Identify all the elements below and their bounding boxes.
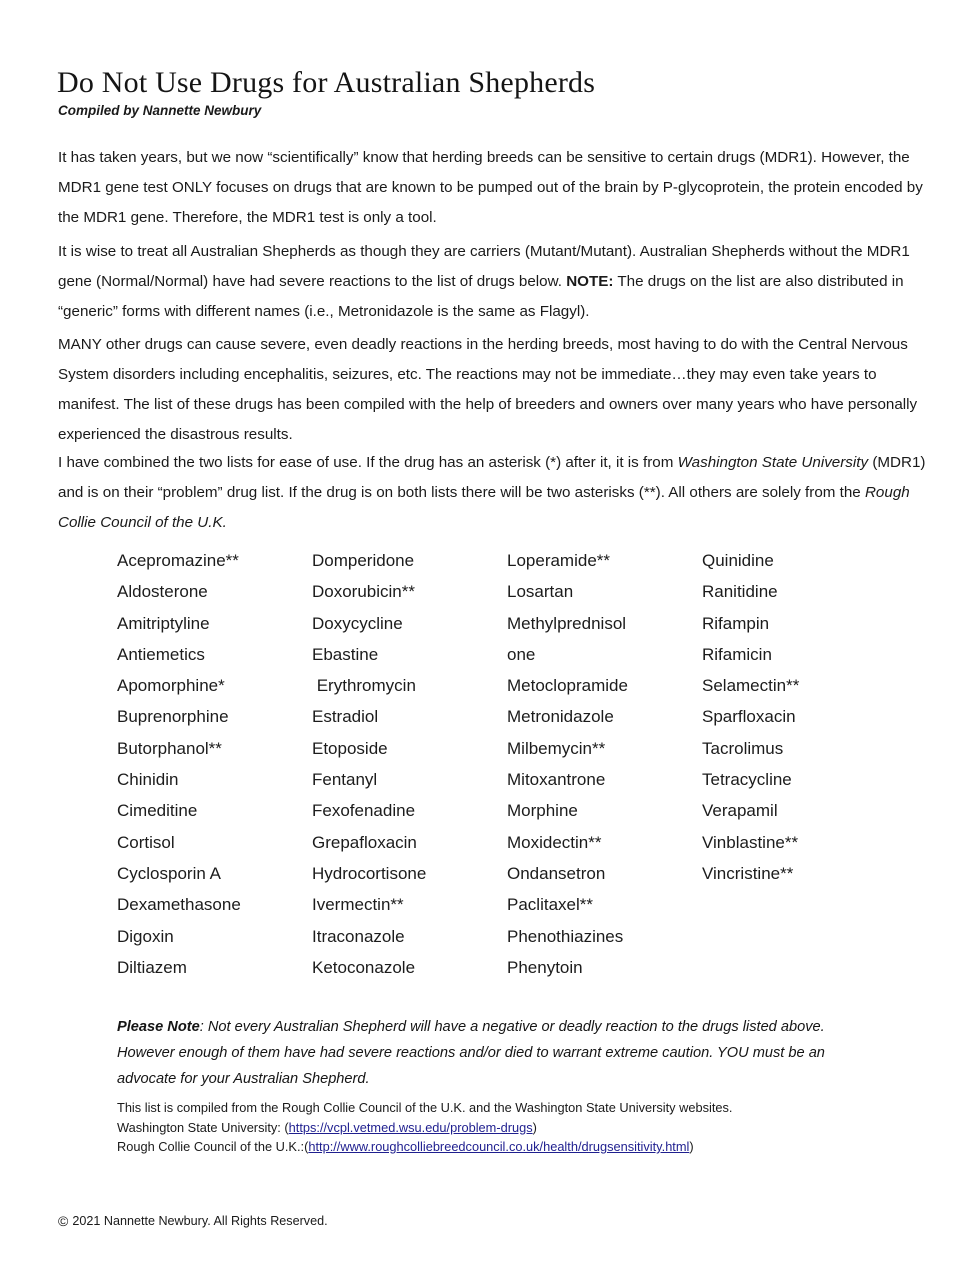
drug-column-4 (702, 545, 897, 983)
copyright-icon: © (58, 1213, 69, 1229)
drug-item: Losartan (507, 582, 574, 602)
drug-item: Quinidine (702, 551, 774, 570)
wsu-italic-reference: Washington State University (677, 454, 869, 471)
drug-item: Morphine (507, 801, 578, 821)
drug-item: Domperidone (312, 551, 415, 570)
drug-item: Phenytoin (507, 957, 583, 977)
drug-item: Itraconazole (312, 926, 405, 946)
drug-item: Cortisol (117, 832, 175, 852)
drug-item: Cimeditine (117, 801, 198, 821)
please-note-label: Please Note (117, 1019, 200, 1035)
note-label: NOTE: (566, 273, 614, 290)
sources-rccuk-close: ) (689, 1139, 694, 1155)
drug-item: Doxorubicin** (312, 582, 415, 602)
drug-item: Metronidazole (507, 707, 614, 727)
intro-paragraph-text: It has taken years, but we now “scientifically” know that herding breeds can be sensitive to certain drugs (MDR1). However, the MDR1 gene test ONLY focuses on drugs that are known to be pumped out of the brain by P-glycoprotein, the protein encoded by the MDR1 gene. Therefore, the MDR1 test is only a tool. (58, 149, 923, 226)
drug-item: Selamectin** (702, 676, 800, 696)
sources-wsu-close: ) (532, 1119, 537, 1135)
drug-item: Phenothiazines (507, 926, 624, 946)
intro-paragraph (58, 143, 926, 233)
drug-item: Fexofenadine (312, 801, 416, 821)
reactions-paragraph-text: MANY other drugs can cause severe, even deadly reactions in the herding breeds, most having to do with the Central Nervous System disorders including encephalitis, seizures, etc. The reactions may not be immediate…they may even take years to manifest. The list of these drugs has been compiled with the help of breeders and owners over many years who have personally experienced the disastrous results. (58, 336, 918, 443)
drug-item: Fentanyl (312, 770, 378, 790)
drug-item: Mitoxantrone (507, 770, 606, 790)
drug-item: Apomorphine* (117, 676, 225, 696)
sources-wsu-line (117, 1118, 877, 1138)
sources-block (117, 1098, 877, 1157)
drug-item: Diltiazem (117, 957, 187, 977)
please-note-text: : Not every Australian Shepherd will have a negative or deadly reaction to the drugs listed above. However enough of them have had severe reactions and/or died to warrant extreme caution. YOU must be an advocate for your Australian Shepherd. (117, 1019, 825, 1087)
drug-item: Chinidin (117, 770, 179, 790)
wsu-link[interactable]: https://vcpl.vetmed.wsu.edu/problem-drugs (288, 1119, 533, 1135)
reactions-paragraph (58, 330, 926, 450)
drug-item: Vincristine** (702, 863, 794, 883)
drug-item: Milbemycin** (507, 738, 606, 758)
drug-item: Doxycycline (312, 613, 403, 633)
drug-item: Erythromycin (312, 676, 416, 696)
drug-item: Ivermectin** (312, 895, 404, 915)
drug-item: Estradiol (312, 707, 379, 727)
drug-item: Tacrolimus (702, 738, 784, 758)
sources-rccuk-label: Rough Collie Council of the U.K.:( (117, 1139, 309, 1155)
drug-item: Rifamicin (702, 644, 772, 664)
drug-item: Ranitidine (702, 582, 778, 602)
drug-column-1 (117, 545, 312, 983)
sources-wsu-label: Washington State University: ( (117, 1119, 289, 1135)
byline: Compiled by Nannette Newbury (58, 103, 262, 118)
drug-item: Verapamil (702, 801, 778, 821)
drug-list (117, 545, 917, 983)
drug-item: Grepafloxacin (312, 832, 417, 852)
drug-item: Digoxin (117, 926, 174, 946)
copyright-footer (58, 1214, 328, 1228)
drug-item: Sparfloxacin (702, 707, 796, 727)
rccuk-link[interactable]: http://www.roughcolliebreedcouncil.co.uk/health/drugsensitivity.html (308, 1139, 690, 1155)
drug-column-3 (507, 545, 702, 983)
asterisk-key-paragraph (58, 448, 926, 538)
copyright-text: 2021 Nannette Newbury. All Rights Reserved. (72, 1214, 328, 1228)
drug-item: Etoposide (312, 738, 388, 758)
asterisk-key-part2: (MDR1) and is on their “problem” drug list. If the drug is on both lists there will be two asterisks (**). All others are solely from the (58, 454, 926, 501)
drug-item: Ondansetron (507, 863, 606, 883)
page-title: Do Not Use Drugs for Australian Shepherds (57, 66, 596, 99)
drug-item: Amitriptyline (117, 613, 210, 633)
drug-item: Metoclopramide (507, 676, 628, 696)
drug-item: Ebastine (312, 644, 379, 664)
sources-rccuk-line (117, 1137, 877, 1157)
drug-item: Loperamide** (507, 551, 611, 570)
drug-item: Butorphanol** (117, 738, 222, 758)
carriers-paragraph-tail: The drugs on the list are also distributed in “generic” forms with different names (i.e., Metronidazole is the same as Flagyl). (58, 273, 904, 320)
drug-item: Paclitaxel** (507, 895, 593, 915)
drug-item: Dexamethasone (117, 895, 241, 915)
carriers-paragraph (58, 237, 926, 327)
drug-item: Moxidectin** (507, 832, 602, 852)
drug-item: Cyclosporin A (117, 863, 221, 883)
drug-item: one (507, 644, 536, 664)
please-note-block (117, 1014, 857, 1092)
drug-item: Aldosterone (117, 582, 208, 602)
drug-item: Ketoconazole (312, 957, 416, 977)
asterisk-key-part1: I have combined the two lists for ease of use. If the drug has an asterisk (*) after it, it is from (58, 454, 678, 471)
drug-item: Acepromazine** (117, 551, 239, 570)
drug-item: Vinblastine** (702, 832, 799, 852)
carriers-paragraph-lead: It is wise to treat all Australian Shepherds as though they are carriers (Mutant/Mutant). Australian Shepherds without the MDR1 gene (Normal/Normal) have had severe reactions to the list of drugs below. (58, 243, 910, 290)
rccuk-italic-reference: Rough Collie Council of the U.K. (58, 484, 910, 531)
drug-item: Buprenorphine (117, 707, 229, 727)
drug-item: Tetracycline (702, 770, 792, 790)
drug-item: Hydrocortisone (312, 863, 427, 883)
drug-column-2 (312, 545, 507, 983)
sources-intro: This list is compiled from the Rough Collie Council of the U.K. and the Washington State University websites. (117, 1100, 733, 1115)
drug-item: Antiemetics (117, 644, 205, 664)
drug-item: Methylprednisol (507, 613, 627, 633)
drug-item: Rifampin (702, 613, 770, 633)
